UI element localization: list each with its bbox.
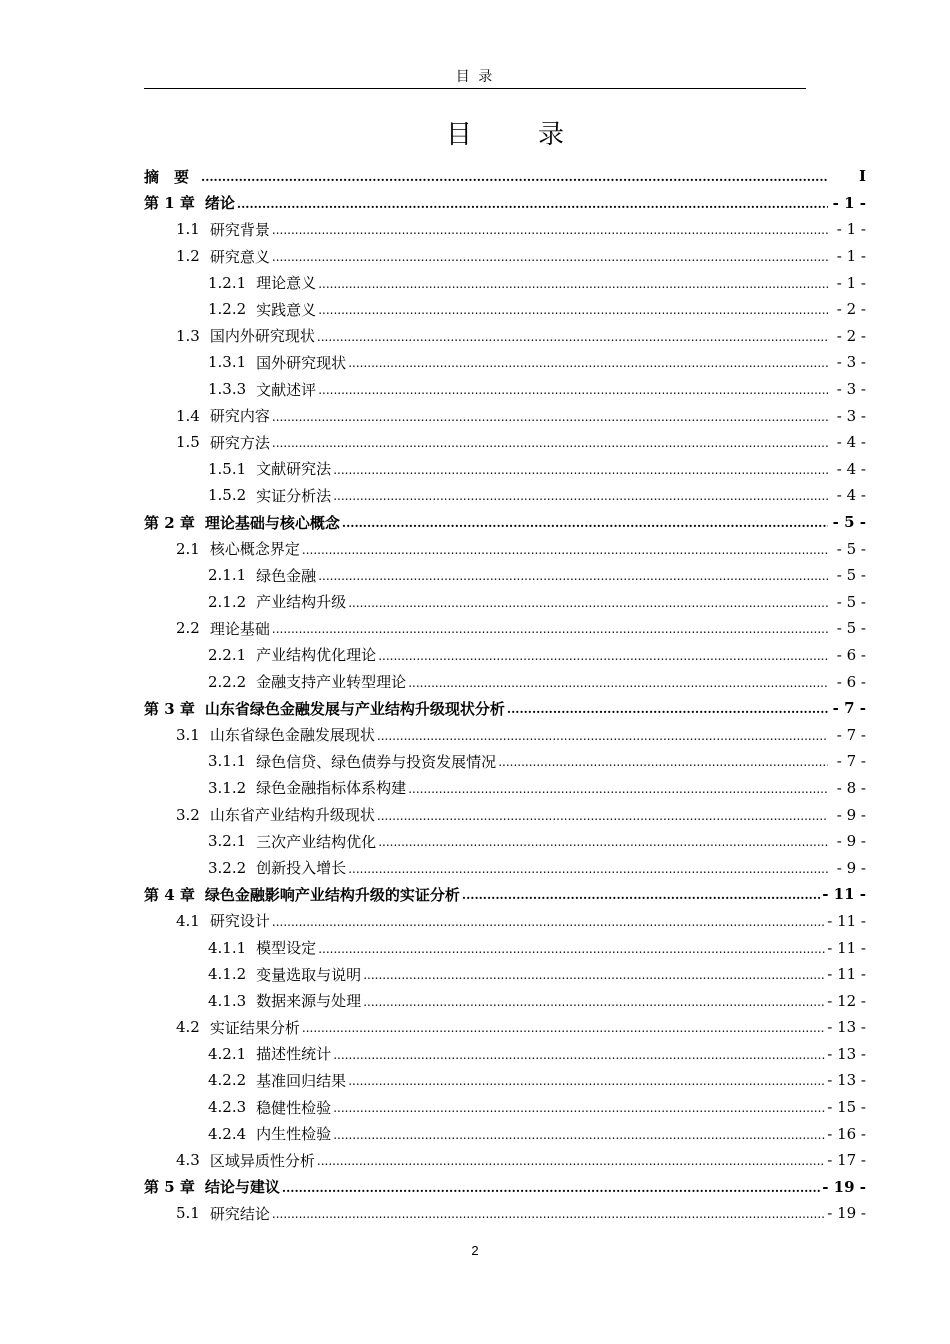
toc-entry-number: 2.2 (176, 619, 200, 638)
toc-leader-dots (377, 728, 828, 744)
toc-entry-number: 4.2.3 (208, 1098, 247, 1117)
toc-entry[interactable] (144, 987, 866, 1014)
toc-entry-title: 实证结果分析 (209, 1018, 300, 1037)
toc-entry-title: 数据来源与处理 (256, 992, 362, 1011)
toc-entry-page: - 11 - (822, 885, 866, 904)
toc-entry[interactable] (144, 642, 866, 669)
toc-entry-number: 2.1.2 (208, 592, 247, 611)
toc-entry-number: 1.3.1 (208, 353, 247, 372)
toc-entry-page: - 3 - (836, 380, 866, 399)
toc-entry[interactable] (144, 216, 866, 243)
toc-entry-number: 4.2.2 (208, 1071, 247, 1090)
toc-entry-page: - 1 - (832, 193, 866, 212)
toc-entry-number: 1.5.1 (208, 459, 247, 478)
toc-entry[interactable] (144, 615, 866, 642)
toc-entry[interactable] (144, 376, 866, 403)
toc-entry-page: - 15 - (827, 1098, 866, 1117)
toc-entry-title: 山东省绿色金融发展与产业结构升级现状分析 (204, 699, 505, 718)
running-header: 目 录 (455, 69, 495, 85)
toc-leader-dots (317, 329, 828, 345)
toc-entry-number: 4.2 (176, 1018, 200, 1037)
toc-entry-page: - 17 - (827, 1151, 866, 1170)
toc-entry-title: 三次产业结构优化 (256, 832, 377, 851)
toc-entry-page: - 19 - (822, 1177, 866, 1196)
toc-entry-page: - 6 - (836, 672, 866, 691)
toc-entry-number: 4.2.4 (208, 1124, 247, 1143)
toc-entry-number: 4.1.1 (208, 938, 247, 957)
toc-entry[interactable] (144, 562, 866, 589)
toc-entry-number: 2.1 (176, 539, 200, 558)
toc-entry-number: 1.5.2 (208, 486, 247, 505)
toc-entry-title: 研究设计 (209, 912, 270, 931)
toc-entry-number: 1.1 (176, 220, 200, 239)
toc-entry[interactable] (144, 1200, 866, 1227)
toc-entry-number: 摘 要 (144, 167, 190, 186)
toc-entry-title: 产业结构优化理论 (256, 646, 377, 665)
toc-entry-number: 4.3 (176, 1151, 200, 1170)
toc-entry-page: - 13 - (827, 1018, 866, 1037)
toc-entry-number: 1.4 (176, 406, 200, 425)
toc-entry[interactable] (144, 163, 866, 190)
toc-leader-dots (363, 994, 825, 1010)
toc-entry-page: - 1 - (836, 220, 866, 239)
toc-entry-title: 基准回归结果 (256, 1071, 347, 1090)
toc-entry[interactable] (144, 881, 866, 908)
toc-entry-page: - 4 - (836, 486, 866, 505)
toc-entry[interactable] (144, 456, 866, 483)
toc-entry[interactable] (144, 429, 866, 456)
toc-entry-title: 区域异质性分析 (209, 1151, 315, 1170)
toc-leader-dots (272, 435, 828, 451)
toc-leader-dots (318, 568, 828, 584)
toc-leader-dots (317, 1153, 825, 1169)
toc-entry-title: 研究背景 (209, 220, 270, 239)
toc-entry[interactable] (144, 854, 866, 881)
toc-entry-number: 第 3 章 (144, 699, 195, 718)
toc-entry-number: 4.1.3 (208, 991, 247, 1010)
toc-leader-dots (318, 382, 828, 398)
toc-leader-dots (318, 941, 825, 957)
toc-entry[interactable] (144, 668, 866, 695)
toc-leader-dots (333, 1100, 825, 1116)
toc-entry-number: 2.2.1 (208, 645, 247, 664)
toc-leader-dots (272, 409, 828, 425)
toc-entry-number: 1.3 (176, 326, 200, 345)
toc-entry-page: - 3 - (836, 353, 866, 372)
toc-leader-dots (342, 515, 828, 531)
toc-entry-title: 绿色金融指标体系构建 (256, 779, 407, 798)
toc-entry-page: - 2 - (836, 300, 866, 319)
toc-entry-title: 金融支持产业转型理论 (256, 673, 407, 692)
toc-entry-number: 第 1 章 (144, 194, 195, 213)
toc-entry-title: 内生性检验 (256, 1125, 332, 1144)
toc-entry-page: - 2 - (836, 326, 866, 345)
toc-entry[interactable] (144, 402, 866, 429)
toc-entry[interactable] (144, 269, 866, 296)
toc-entry-number: 4.1 (176, 911, 200, 930)
page-title: 目 录 (445, 120, 584, 150)
toc-leader-dots (507, 701, 828, 717)
toc-entry-number: 4.1.2 (208, 965, 247, 984)
toc-entry-page: - 5 - (836, 566, 866, 585)
toc-leader-dots (377, 808, 828, 824)
toc-entry[interactable] (144, 828, 866, 855)
toc-entry[interactable] (144, 1147, 866, 1174)
toc-entry[interactable] (144, 1120, 866, 1147)
toc-entry-number: 3.1.1 (208, 752, 247, 771)
toc-entry[interactable] (144, 323, 866, 350)
toc-entry-page: - 9 - (836, 858, 866, 877)
toc-entry[interactable] (144, 535, 866, 562)
toc-entry[interactable] (144, 934, 866, 961)
toc-entry-number: 1.5 (176, 433, 200, 452)
toc-entry-page: - 8 - (836, 778, 866, 797)
toc-entry-page: - 13 - (827, 1044, 866, 1063)
toc-entry-page: - 9 - (836, 805, 866, 824)
toc-entry-page: - 13 - (827, 1071, 866, 1090)
toc-entry[interactable] (144, 1094, 866, 1121)
toc-entry-title: 理论意义 (256, 274, 317, 293)
toc-leader-dots (363, 967, 825, 983)
toc-entry-title: 山东省绿色金融发展现状 (209, 726, 375, 745)
toc-entry-title: 文献研究法 (256, 460, 332, 479)
toc-entry-title: 创新投入增长 (256, 859, 347, 878)
toc-entry[interactable] (144, 908, 866, 935)
toc-entry[interactable] (144, 190, 866, 217)
toc-leader-dots (378, 834, 828, 850)
toc-leader-dots (333, 488, 828, 504)
toc-leader-dots (237, 196, 828, 212)
table-of-contents (144, 163, 866, 1227)
toc-entry-page: - 5 - (836, 619, 866, 638)
toc-entry-page: - 7 - (836, 725, 866, 744)
toc-entry-title: 研究意义 (209, 247, 270, 266)
toc-entry-title: 文献述评 (256, 380, 317, 399)
toc-entry-title: 研究内容 (209, 407, 270, 426)
toc-entry-number: 1.3.3 (208, 380, 247, 399)
toc-leader-dots (318, 302, 828, 318)
toc-entry[interactable] (144, 1174, 866, 1201)
toc-entry-page: - 9 - (836, 832, 866, 851)
page-number: 2 (471, 1243, 479, 1258)
toc-entry-page: - 16 - (827, 1124, 866, 1143)
toc-entry-page: - 11 - (827, 911, 866, 930)
toc-leader-dots (348, 595, 828, 611)
toc-entry-title: 研究方法 (209, 433, 270, 452)
toc-entry-number: 3.2 (176, 805, 200, 824)
toc-leader-dots (333, 1127, 825, 1143)
toc-entry[interactable] (144, 961, 866, 988)
toc-entry-number: 3.1.2 (208, 778, 247, 797)
toc-entry-page: - 1 - (836, 247, 866, 266)
toc-leader-dots (302, 1020, 825, 1036)
toc-entry-number: 第 5 章 (144, 1178, 195, 1197)
toc-entry[interactable] (144, 1067, 866, 1094)
toc-leader-dots (201, 169, 828, 185)
toc-leader-dots (408, 675, 828, 691)
toc-entry[interactable] (144, 1014, 866, 1041)
toc-entry-page: - 6 - (836, 645, 866, 664)
toc-entry-title: 山东省产业结构升级现状 (209, 806, 375, 825)
toc-entry-page: - 4 - (836, 459, 866, 478)
toc-entry-title: 产业结构升级 (256, 593, 347, 612)
toc-entry-page: - 7 - (836, 752, 866, 771)
toc-entry-title: 实证分析法 (256, 486, 332, 505)
toc-leader-dots (318, 276, 828, 292)
toc-leader-dots (348, 861, 828, 877)
toc-entry-number: 1.2.2 (208, 300, 247, 319)
toc-entry-title: 实践意义 (256, 300, 317, 319)
toc-entry-page: I (858, 167, 866, 186)
toc-entry-number: 3.1 (176, 725, 200, 744)
toc-entry-number: 第 2 章 (144, 513, 195, 532)
toc-entry[interactable] (144, 695, 866, 722)
toc-leader-dots (272, 1206, 825, 1222)
header-rule (144, 88, 806, 89)
toc-entry-page: - 1 - (836, 273, 866, 292)
toc-entry-number: 1.2.1 (208, 273, 247, 292)
toc-leader-dots (272, 222, 828, 238)
toc-entry[interactable] (144, 296, 866, 323)
toc-entry-page: - 19 - (827, 1204, 866, 1223)
toc-entry-number: 4.2.1 (208, 1044, 247, 1063)
toc-entry-title: 理论基础与核心概念 (204, 513, 340, 532)
toc-entry-title: 结论与建议 (204, 1178, 280, 1197)
toc-leader-dots (302, 542, 828, 558)
toc-entry-title: 核心概念界定 (209, 540, 300, 559)
toc-leader-dots (272, 621, 828, 637)
toc-entry[interactable] (144, 589, 866, 616)
toc-leader-dots (333, 462, 828, 478)
toc-entry-page: - 11 - (827, 965, 866, 984)
toc-leader-dots (333, 1047, 825, 1063)
toc-entry-title: 绿色金融影响产业结构升级的实证分析 (204, 885, 460, 904)
toc-leader-dots (408, 781, 828, 797)
toc-entry-page: - 4 - (836, 433, 866, 452)
toc-entry-page: - 11 - (827, 938, 866, 957)
toc-entry[interactable] (144, 801, 866, 828)
toc-leader-dots (462, 887, 820, 903)
toc-entry[interactable] (144, 509, 866, 536)
toc-entry[interactable] (144, 748, 866, 775)
toc-entry-title: 理论基础 (209, 619, 270, 638)
toc-entry-number: 2.2.2 (208, 672, 247, 691)
toc-entry[interactable] (144, 243, 866, 270)
toc-entry[interactable] (144, 721, 866, 748)
toc-entry-title: 描述性统计 (256, 1045, 332, 1064)
toc-entry-page: - 5 - (836, 539, 866, 558)
toc-entry-number: 3.2.1 (208, 832, 247, 851)
toc-leader-dots (498, 754, 828, 770)
toc-entry-page: - 5 - (836, 592, 866, 611)
toc-entry-title: 国内外研究现状 (209, 327, 315, 346)
toc-entry-page: - 3 - (836, 406, 866, 425)
toc-leader-dots (348, 1073, 825, 1089)
toc-entry[interactable] (144, 775, 866, 802)
toc-entry-title: 绿色金融 (256, 566, 317, 585)
toc-entry-title: 国外研究现状 (256, 353, 347, 372)
toc-entry-number: 3.2.2 (208, 858, 247, 877)
toc-entry-page: - 7 - (832, 699, 866, 718)
toc-entry-number: 第 4 章 (144, 885, 195, 904)
toc-entry-number: 1.2 (176, 247, 200, 266)
toc-entry-title: 绿色信贷、绿色债券与投资发展情况 (256, 752, 497, 771)
toc-entry-page: - 12 - (827, 991, 866, 1010)
toc-leader-dots (272, 914, 825, 930)
toc-entry-number: 5.1 (176, 1204, 200, 1223)
toc-entry-title: 模型设定 (256, 939, 317, 958)
toc-entry[interactable] (144, 1041, 866, 1068)
toc-entry-page: - 5 - (832, 513, 866, 532)
toc-leader-dots (378, 648, 828, 664)
toc-entry-title: 绪论 (204, 194, 235, 213)
toc-entry-number: 2.1.1 (208, 566, 247, 585)
toc-entry[interactable] (144, 482, 866, 509)
toc-entry[interactable] (144, 349, 866, 376)
toc-entry-title: 研究结论 (209, 1204, 270, 1223)
toc-entry-title: 稳健性检验 (256, 1098, 332, 1117)
toc-leader-dots (348, 355, 828, 371)
toc-leader-dots (282, 1180, 820, 1196)
toc-entry-title: 变量选取与说明 (256, 965, 362, 984)
toc-leader-dots (272, 249, 828, 265)
